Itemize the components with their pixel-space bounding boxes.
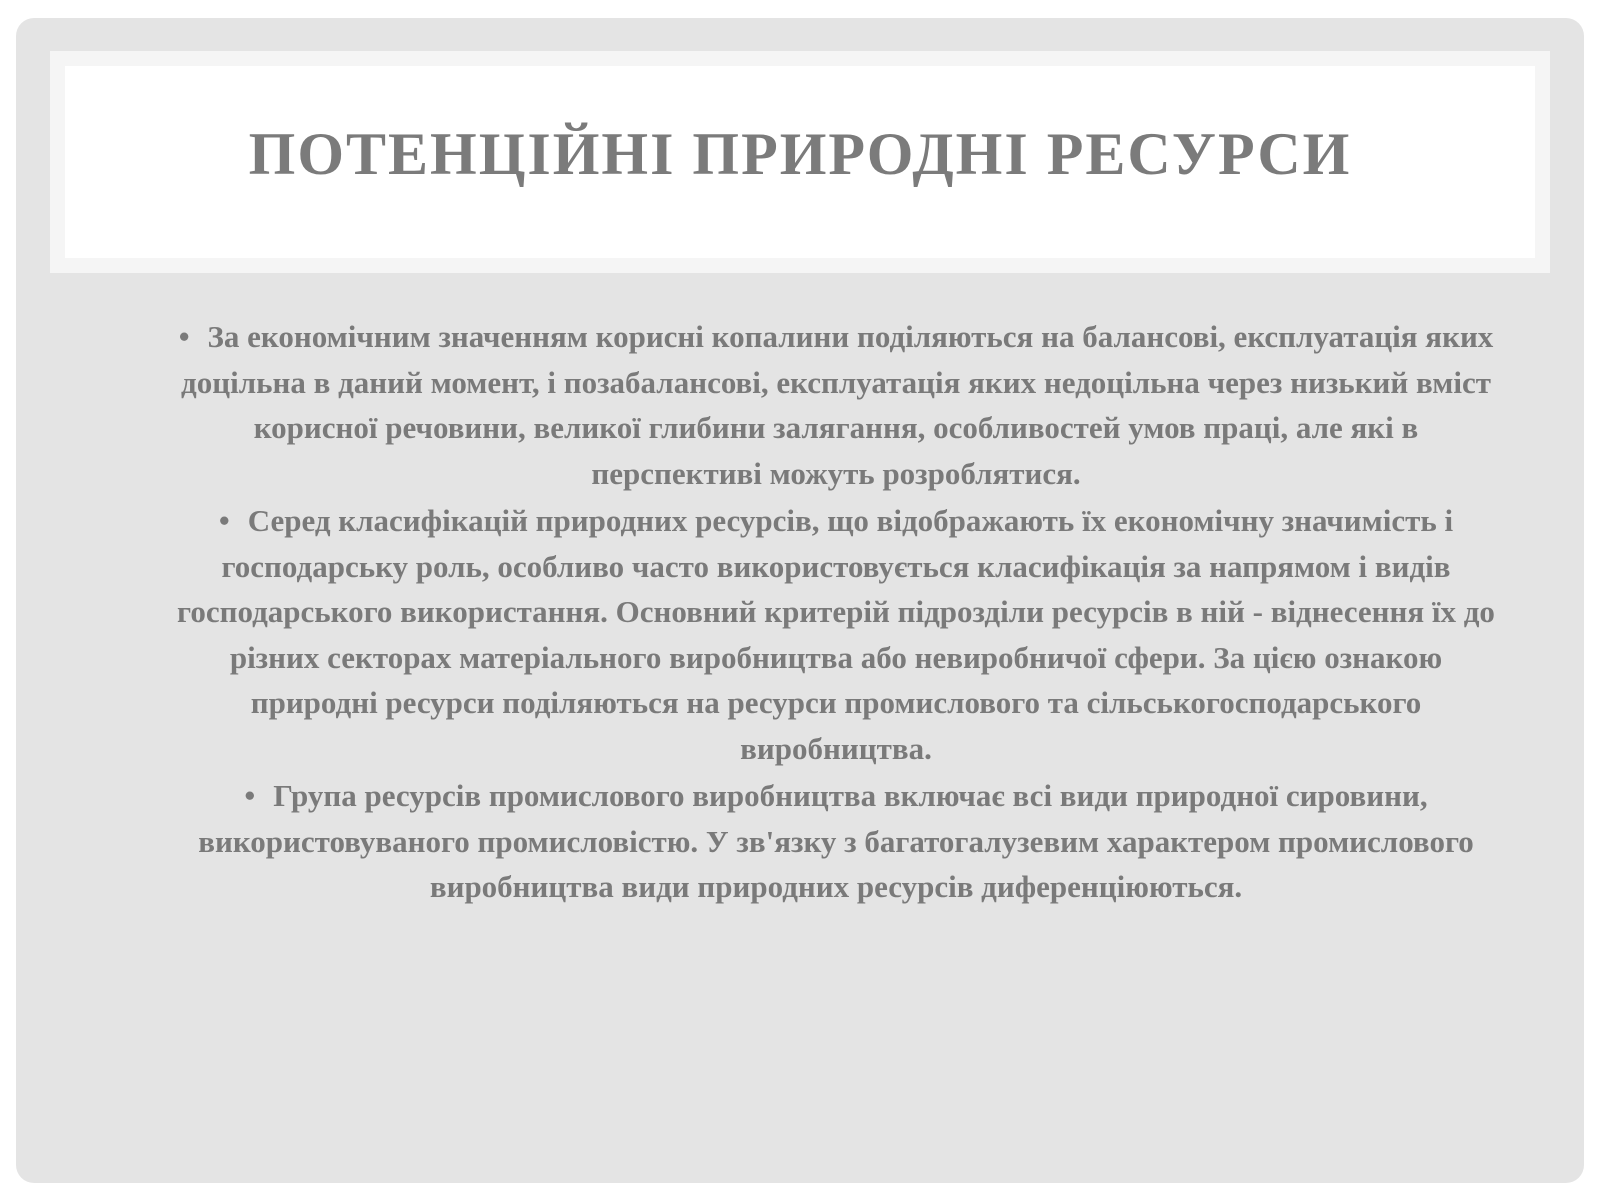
title-box — [50, 51, 1550, 273]
bullet-item — [166, 773, 1506, 910]
slide — [16, 18, 1584, 1183]
bullet-dot-icon: • — [218, 503, 230, 538]
slide-title: ПОТЕНЦІЙНІ ПРИРОДНІ РЕСУРСИ — [248, 120, 1352, 187]
bullet-list — [166, 314, 1506, 912]
bullet-text: За економічним значенням корисні копалини поділяються на балансові, експлуатація яких доцільна в даний момент, і позабалансові, експлуатація яких недоцільна через низький вміст корисної речовини, великої глибини залягання, особливостей умов праці, але які в перспективі можуть розроблятися. — [181, 319, 1494, 491]
bullet-dot-icon: • — [244, 778, 256, 813]
bullet-item — [166, 314, 1506, 496]
bullet-text: Група ресурсів промислового виробництва включає всі види природної сировини, використовуваного промисловістю. У зв'язку з багатогалузевим характером промислового виробництва види природних ресурсів диференціюються. — [198, 778, 1474, 904]
bullet-dot-icon: • — [178, 319, 190, 354]
bullet-text: Серед класифікацій природних ресурсів, що відображають їх економічну значимість і господарську роль, особливо часто використовується класифікація за напрямом і видів господарського використання. Основний критерій підрозділи ресурсів в ній - віднесення їх до різних секторах матеріального виробництва або невиробничої сфери. За цією ознакою природні ресурси поділяються на ресурси промислового та сільськогосподарського виробництва. — [177, 503, 1495, 766]
bullet-item — [166, 498, 1506, 771]
